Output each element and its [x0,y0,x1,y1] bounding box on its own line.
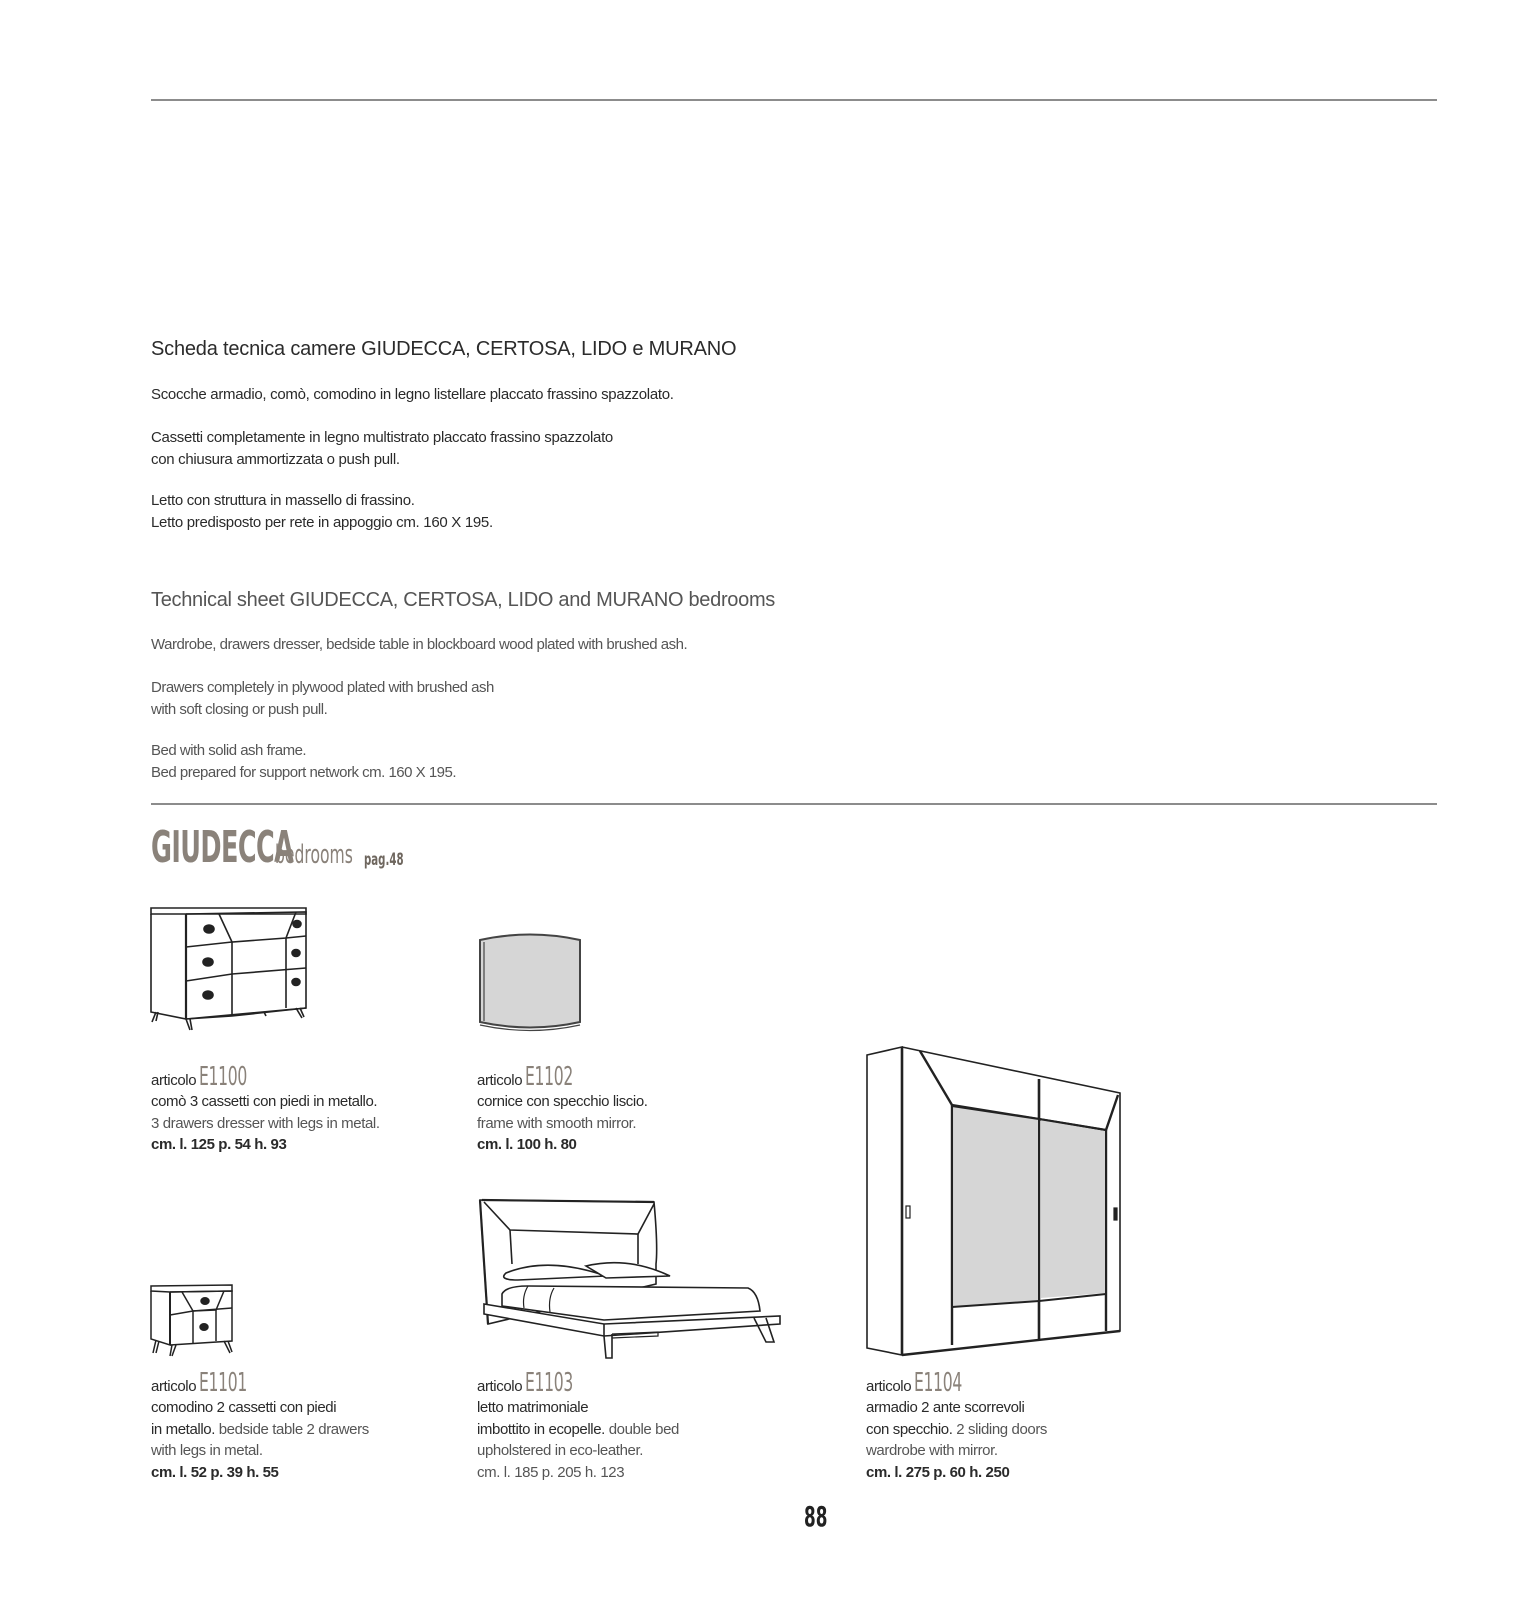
article-description-it-line-1: letto matrimoniale [477,1399,589,1416]
spec-it-paragraph-3-line-1: Letto con struttura in massello di frassino. [151,492,415,509]
article-code-line [477,1063,648,1091]
article-caption-e1101 [151,1369,369,1483]
spec-it-paragraph-2 [151,427,613,470]
article-dimensions: cm. l. 125 p. 54 h. 93 [151,1136,287,1153]
article-description-en: frame with smooth mirror. [477,1114,637,1132]
article-code: E1100 [199,1062,248,1092]
spec-en-paragraph-3-line-1: Bed with solid ash frame. [151,742,307,759]
spec-it-paragraph-1: Scocche armadio, comò, comodino in legno listellare placcato frassino spazzolato. [151,386,674,403]
spec-en-paragraph-3-line-2: Bed prepared for support network cm. 160 X 195. [151,763,457,781]
article-description-it: comò 3 cassetti con piedi in metallo. [151,1093,378,1110]
spec-en-paragraph-3 [151,740,456,783]
section-divider [151,803,1437,805]
article-caption-e1104 [866,1369,1047,1483]
article-code: E1104 [914,1368,963,1398]
spec-it-paragraph-3-line-2: Letto predisposto per rete in appoggio cm. 160 X 195. [151,513,493,531]
article-description-it-line-1: comodino 2 cassetti con piedi [151,1399,337,1416]
dresser-drawing [150,904,310,1032]
spec-en-paragraph-2 [151,677,494,720]
article-code-line [477,1369,679,1397]
article-caption-e1102 [477,1063,648,1156]
spec-title-en: Technical sheet GIUDECCA, CERTOSA, LIDO and MURANO bedrooms [151,589,776,611]
article-description-en-line-1: double bed [604,1420,679,1438]
article-caption-e1100 [151,1063,380,1156]
article-code: E1101 [199,1368,248,1398]
article-label: articolo [477,1378,523,1395]
article-label: articolo [151,1072,197,1089]
top-divider [151,99,1437,101]
page-number: 88 [804,1500,828,1533]
article-dimensions: cm. l. 185 p. 205 h. 123 [477,1463,625,1481]
article-description-it-line-1: armadio 2 ante scorrevoli [866,1399,1025,1416]
article-code: E1103 [525,1368,574,1398]
spec-en-paragraph-2-line-1: Drawers completely in plywood plated with brushed ash [151,679,494,696]
spec-en-paragraph-2-line-2: with soft closing or push pull. [151,700,328,718]
spec-it-paragraph-2-line-1: Cassetti completamente in legno multistrato placcato frassino spazzolato [151,429,613,446]
spec-title-it: Scheda tecnica camere GIUDECCA, CERTOSA, LIDO e MURANO [151,338,737,360]
wardrobe-drawing [866,1045,1148,1359]
page-number-wrap [804,1500,843,1533]
spec-it-paragraph-2-line-2: con chiusura ammortizzata o push pull. [151,450,400,468]
collection-page-ref: pag.48 [364,850,404,870]
spec-en-paragraph-1: Wardrobe, drawers dresser, bedside table in blockboard wood plated with brushed ash. [151,636,688,653]
article-description-en-line-1: bedside table 2 drawers [214,1420,369,1438]
article-description-en-line-2: wardrobe with mirror. [866,1442,998,1459]
mirror-drawing [477,935,583,1031]
article-code: E1102 [525,1062,574,1092]
article-code-line [151,1063,380,1091]
article-dimensions: cm. l. 100 h. 80 [477,1136,577,1153]
article-description-en-line-1: 2 sliding doors [952,1420,1048,1438]
article-label: articolo [477,1072,523,1089]
article-caption-e1103 [477,1369,679,1483]
collection-suffix: bedrooms [275,840,353,870]
spec-it-paragraph-3 [151,490,493,533]
article-dimensions: cm. l. 52 p. 39 h. 55 [151,1463,279,1481]
article-description-it: cornice con specchio liscio. [477,1093,648,1110]
collection-name: GIUDECCA [151,822,294,873]
article-description-en-line-2: upholstered in eco-leather. [477,1442,643,1459]
bedside-table-drawing [150,1283,236,1359]
article-dimensions: cm. l. 275 p. 60 h. 250 [866,1463,1010,1481]
article-description-it-line-2: imbottito in ecopelle. [477,1420,605,1438]
article-label: articolo [151,1378,197,1395]
article-label: articolo [866,1378,912,1395]
article-code-line [151,1369,369,1397]
article-description-it-line-2: in metallo. [151,1420,215,1438]
bed-drawing [478,1196,784,1358]
article-description-it-line-2: con specchio. [866,1420,953,1438]
article-description-en-line-2: with legs in metal. [151,1442,263,1459]
article-description-en: 3 drawers dresser with legs in metal. [151,1114,380,1132]
article-code-line [866,1369,1047,1397]
